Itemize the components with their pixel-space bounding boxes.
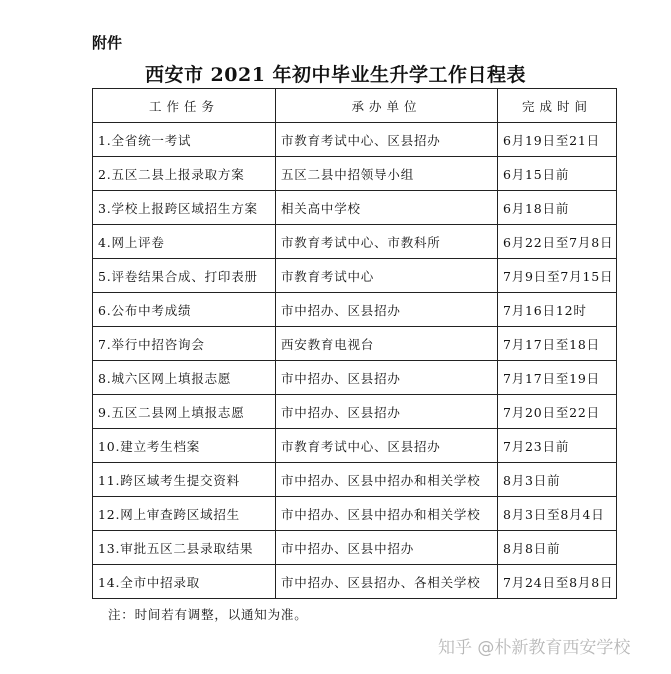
table-row bbox=[93, 191, 617, 225]
time-cell: 7月24日至8月8日 bbox=[498, 565, 617, 599]
table-row bbox=[93, 395, 617, 429]
unit-cell: 市中招办、区县中招办和相关学校 bbox=[276, 497, 498, 531]
task-cell: 9.五区二县网上填报志愿 bbox=[93, 395, 276, 429]
time-cell: 7月23日前 bbox=[498, 429, 617, 463]
unit-cell: 市中招办、区县招办、各相关学校 bbox=[276, 565, 498, 599]
table-row bbox=[93, 497, 617, 531]
time-cell: 6月19日至21日 bbox=[498, 123, 617, 157]
task-cell: 10.建立考生档案 bbox=[93, 429, 276, 463]
unit-cell: 市中招办、区县招办 bbox=[276, 293, 498, 327]
unit-cell: 西安教育电视台 bbox=[276, 327, 498, 361]
task-cell: 7.举行中招咨询会 bbox=[93, 327, 276, 361]
table-row bbox=[93, 293, 617, 327]
unit-cell: 市中招办、区县招办 bbox=[276, 395, 498, 429]
table-row bbox=[93, 531, 617, 565]
time-cell: 7月16日12时 bbox=[498, 293, 617, 327]
column-header-time: 完成时间 bbox=[498, 89, 617, 123]
task-cell: 3.学校上报跨区域招生方案 bbox=[93, 191, 276, 225]
watermark-text: 知乎 @朴新教育西安学校 bbox=[438, 638, 631, 658]
table-row bbox=[93, 157, 617, 191]
task-cell: 5.评卷结果合成、打印表册 bbox=[93, 259, 276, 293]
unit-cell: 市教育考试中心、市教科所 bbox=[276, 225, 498, 259]
task-cell: 1.全省统一考试 bbox=[93, 123, 276, 157]
unit-cell: 市教育考试中心、区县招办 bbox=[276, 123, 498, 157]
column-header-unit: 承办单位 bbox=[276, 89, 498, 123]
table-row bbox=[93, 429, 617, 463]
table-row bbox=[93, 463, 617, 497]
schedule-table bbox=[92, 88, 617, 599]
document-title: 西安市 2021 年初中毕业生升学工作日程表 bbox=[144, 64, 527, 86]
time-cell: 8月8日前 bbox=[498, 531, 617, 565]
task-cell: 12.网上审查跨区域招生 bbox=[93, 497, 276, 531]
time-cell: 7月17日至18日 bbox=[498, 327, 617, 361]
time-cell: 8月3日前 bbox=[498, 463, 617, 497]
table-row bbox=[93, 123, 617, 157]
time-cell: 7月9日至7月15日 bbox=[498, 259, 617, 293]
unit-cell: 五区二县中招领导小组 bbox=[276, 157, 498, 191]
time-cell: 6月18日前 bbox=[498, 191, 617, 225]
column-header-task: 工作任务 bbox=[93, 89, 276, 123]
unit-cell: 市教育考试中心 bbox=[276, 259, 498, 293]
unit-cell: 市中招办、区县中招办和相关学校 bbox=[276, 463, 498, 497]
table-row bbox=[93, 565, 617, 599]
unit-cell: 市中招办、区县中招办 bbox=[276, 531, 498, 565]
time-cell: 8月3日至8月4日 bbox=[498, 497, 617, 531]
unit-cell: 相关高中学校 bbox=[276, 191, 498, 225]
table-row bbox=[93, 361, 617, 395]
unit-cell: 市中招办、区县招办 bbox=[276, 361, 498, 395]
time-cell: 6月22日至7月8日 bbox=[498, 225, 617, 259]
unit-cell: 市教育考试中心、区县招办 bbox=[276, 429, 498, 463]
task-cell: 13.审批五区二县录取结果 bbox=[93, 531, 276, 565]
task-cell: 2.五区二县上报录取方案 bbox=[93, 157, 276, 191]
table-row bbox=[93, 225, 617, 259]
task-cell: 4.网上评卷 bbox=[93, 225, 276, 259]
time-cell: 6月15日前 bbox=[498, 157, 617, 191]
task-cell: 6.公布中考成绩 bbox=[93, 293, 276, 327]
table-header-row bbox=[93, 89, 617, 123]
attachment-label: 附件 bbox=[92, 34, 123, 52]
time-cell: 7月17日至19日 bbox=[498, 361, 617, 395]
time-cell: 7月20日至22日 bbox=[498, 395, 617, 429]
task-cell: 8.城六区网上填报志愿 bbox=[93, 361, 276, 395]
task-cell: 11.跨区域考生提交资料 bbox=[93, 463, 276, 497]
footnote: 注：时间若有调整，以通知为准。 bbox=[108, 607, 308, 622]
table-row bbox=[93, 327, 617, 361]
task-cell: 14.全市中招录取 bbox=[93, 565, 276, 599]
table-row bbox=[93, 259, 617, 293]
